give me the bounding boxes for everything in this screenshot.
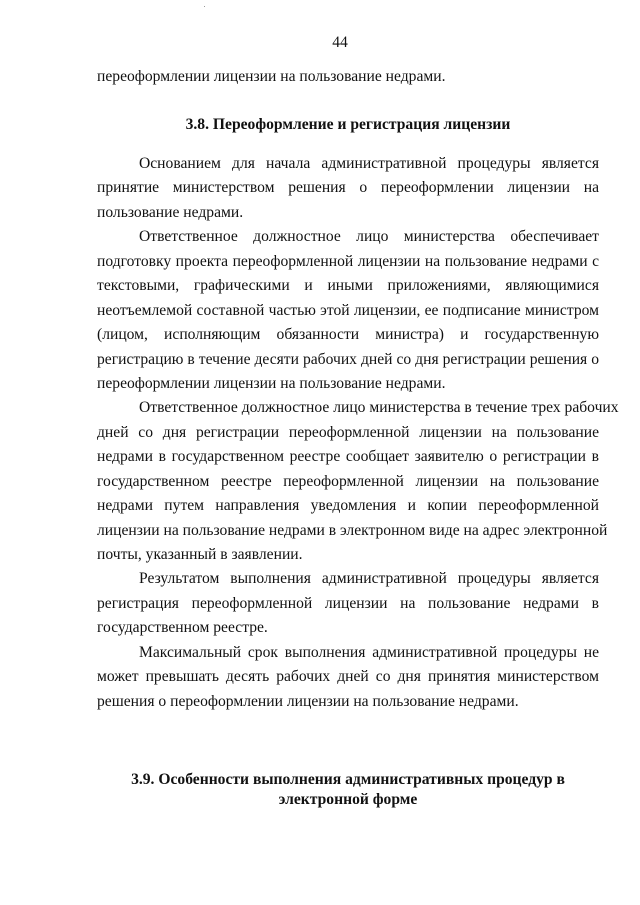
text-line: (лицом, исполняющим обязанности министра) и государственную — [97, 326, 599, 344]
text-line: текстовыми, графическими и иными приложениями, являющимися — [97, 277, 599, 295]
text-line: государственном реестре переоформленной лицензии на пользование — [97, 472, 599, 490]
text-line: неотъемлемой составной частью этой лицензии, ее подписание министром — [97, 301, 599, 319]
text-line: подготовку проекта переоформленной лицензии на пользование недрами с — [97, 252, 599, 270]
text-line: принятие министерством решения о переоформлении лицензии на — [97, 179, 599, 197]
paragraph — [97, 225, 599, 396]
text-line: Ответственное должностное лицо министерства обеспечивает — [139, 228, 599, 246]
text-line: Основанием для начала административной процедуры является — [139, 155, 599, 172]
text-line: дней со дня регистрации переоформленной лицензии на пользование — [97, 423, 599, 441]
text-line: переоформлении лицензии на пользование недрами. — [97, 374, 446, 392]
heading-line: 3.9. Особенности выполнения административных процедур в — [131, 771, 565, 788]
heading-line: электронной форме — [278, 791, 418, 808]
text-line: Ответственное должностное лицо министерства в течение трех рабочих — [139, 399, 619, 417]
text-line: лицензии на пользование недрами в электронном виде на адрес электронной — [97, 521, 608, 539]
paragraph — [97, 396, 619, 567]
paragraph — [97, 152, 599, 225]
section-body — [97, 152, 619, 714]
paragraph — [97, 567, 599, 640]
page-number: 44 — [332, 34, 348, 51]
section-heading-3-8: 3.8. Переоформление и регистрация лицензии — [185, 116, 511, 133]
text-line: пользование недрами. — [97, 203, 244, 221]
text-line: почты, указанный в заявлении. — [97, 546, 303, 563]
text-line: Максимальный срок выполнения административной процедуры не — [139, 643, 599, 661]
text-line: государственном реестре. — [97, 619, 268, 637]
text-line: регистрацию в течение десяти рабочих дней со дня регистрации решения о — [97, 350, 599, 368]
text-line: недрами путем направления уведомления и копии переоформленной — [97, 497, 599, 515]
scan-speck — [204, 6, 205, 7]
text-line: переоформлении лицензии на пользование недрами. — [97, 68, 446, 85]
section-heading-3-9 — [97, 770, 599, 810]
continuation-text — [97, 65, 599, 89]
text-line: решения о переоформлении лицензии на пользование недрами. — [97, 692, 519, 710]
text-line: может превышать десять рабочих дней со дня принятия министерством — [97, 668, 599, 686]
paragraph — [97, 641, 599, 714]
text-line: Результатом выполнения административной процедуры является — [139, 570, 599, 588]
text-line: регистрация переоформленной лицензии на пользование недрами в — [97, 594, 599, 612]
text-line: недрами в государственном реестре сообщает заявителю о регистрации в — [97, 448, 599, 466]
